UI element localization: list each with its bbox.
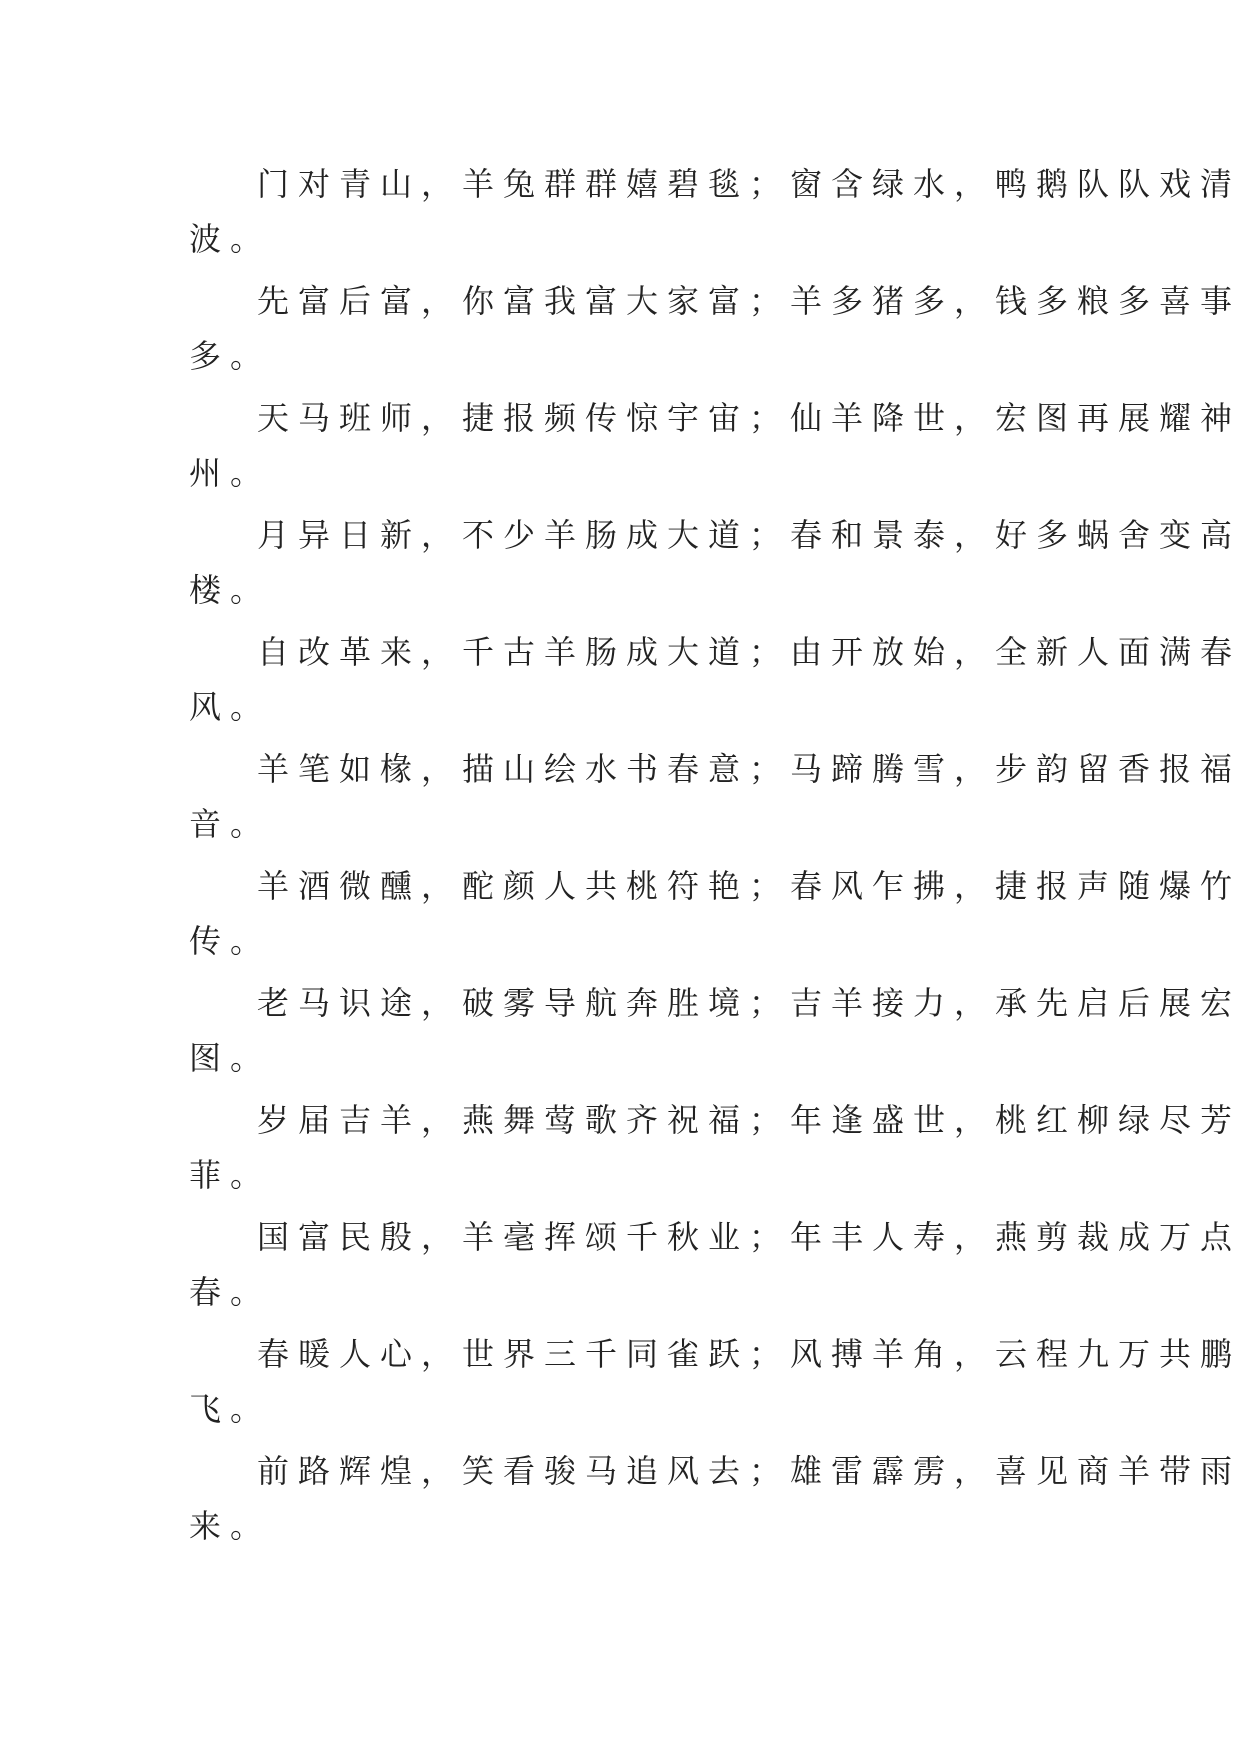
- couplet-paragraph: [189, 274, 1241, 391]
- couplet-paragraph: [189, 391, 1241, 508]
- couplet-line-wrap: 飞。: [189, 1390, 272, 1428]
- couplet-paragraph: [189, 625, 1241, 742]
- couplet-line: 羊酒微醺，酡颜人共桃符艳；春风乍拂，捷报声随爆竹: [257, 867, 1241, 905]
- couplet-paragraph: [189, 508, 1241, 625]
- couplet-line-wrap: 来。: [189, 1507, 272, 1545]
- couplet-line-wrap: 音。: [189, 805, 272, 843]
- couplet-paragraph: [189, 859, 1241, 976]
- couplet-line: 天马班师，捷报频传惊宇宙；仙羊降世，宏图再展耀神: [257, 399, 1241, 437]
- couplet-line: 先富后富，你富我富大家富；羊多猪多，钱多粮多喜事: [257, 282, 1241, 320]
- couplet-line-wrap: 菲。: [189, 1156, 272, 1194]
- couplet-paragraph: [189, 976, 1241, 1093]
- couplet-line: 春暖人心，世界三千同雀跃；风搏羊角，云程九万共鹏: [257, 1335, 1241, 1373]
- couplet-line: 月异日新，不少羊肠成大道；春和景泰，好多蜗舍变高: [257, 516, 1241, 554]
- couplet-line-wrap: 春。: [189, 1273, 272, 1311]
- couplet-line-wrap: 图。: [189, 1039, 272, 1077]
- couplet-line: 羊笔如椽，描山绘水书春意；马蹄腾雪，步韵留香报福: [257, 750, 1241, 788]
- couplet-paragraph: [189, 157, 1241, 274]
- couplet-list: [189, 157, 1241, 1561]
- couplet-paragraph: [189, 1444, 1241, 1561]
- couplet-paragraph: [189, 1093, 1241, 1210]
- couplet-line-wrap: 风。: [189, 688, 272, 726]
- couplet-line-wrap: 楼。: [189, 571, 272, 609]
- couplet-line-wrap: 州。: [189, 454, 272, 492]
- couplet-paragraph: [189, 1327, 1241, 1444]
- couplet-line: 门对青山，羊兔群群嬉碧毯；窗含绿水，鸭鹅队队戏清: [257, 165, 1241, 203]
- couplet-paragraph: [189, 742, 1241, 859]
- couplet-line: 前路辉煌，笑看骏马追风去；雄雷霹雳，喜见商羊带雨: [257, 1452, 1241, 1490]
- couplet-line-wrap: 波。: [189, 220, 272, 258]
- couplet-line-wrap: 传。: [189, 922, 272, 960]
- couplet-line: 岁届吉羊，燕舞莺歌齐祝福；年逢盛世，桃红柳绿尽芳: [257, 1101, 1241, 1139]
- couplet-paragraph: [189, 1210, 1241, 1327]
- couplet-line: 自改革来，千古羊肠成大道；由开放始，全新人面满春: [257, 633, 1241, 671]
- couplet-line: 国富民殷，羊毫挥颂千秋业；年丰人寿，燕剪裁成万点: [257, 1218, 1241, 1256]
- couplet-line: 老马识途，破雾导航奔胜境；吉羊接力，承先启后展宏: [257, 984, 1241, 1022]
- couplet-line-wrap: 多。: [189, 337, 272, 375]
